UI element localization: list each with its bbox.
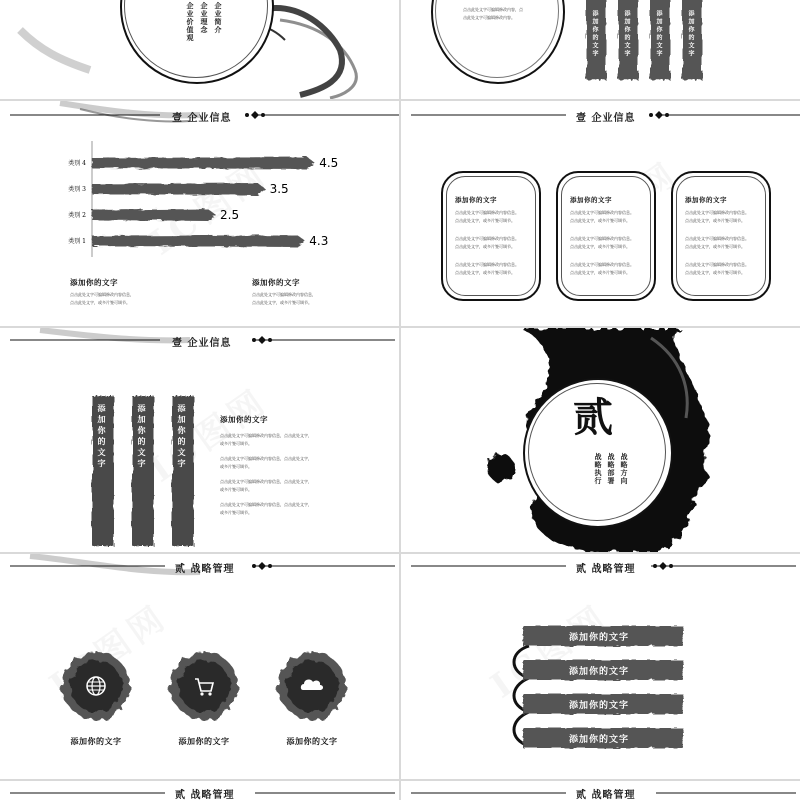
- info-card[interactable]: [556, 171, 656, 301]
- category-label: 类别 3: [68, 186, 86, 193]
- slide-title: 贰 战略管理: [576, 790, 636, 800]
- text-item: 点击此处文字可编辑修改内容信息，点击此处文字，: [220, 433, 312, 438]
- text-block: [220, 414, 390, 517]
- pillar-label: 添加你的文字: [655, 10, 662, 58]
- slide-title: 壹 企业信息: [172, 113, 232, 124]
- card-item: 点击此处文字可编辑修改内容信息。: [685, 210, 749, 215]
- card-title: 添加你的文字: [455, 196, 497, 204]
- card-item: 点击此处文字，或多片签可调节。: [570, 270, 630, 275]
- text-item: 点击此处文字可编辑修改内容信息，点击此处文字，: [220, 456, 312, 461]
- icon-badge[interactable]: [54, 644, 138, 728]
- card-item: 点击此处文字可编辑修改内容信息。: [455, 210, 519, 215]
- vertical-text-group: [185, 2, 224, 42]
- caption-title: 添加你的文字: [70, 278, 118, 287]
- slide-title: 贰 战略管理: [175, 564, 235, 575]
- info-card[interactable]: [441, 171, 541, 301]
- slide-5[interactable]: [0, 328, 399, 552]
- vertical-line: 企业简介: [214, 2, 223, 34]
- icon-badge[interactable]: [270, 644, 354, 728]
- card-item: 点击此处文字，或多片签可调节。: [570, 244, 630, 249]
- text-item: 或多片签可调节。: [220, 464, 252, 469]
- caption-right: [252, 277, 316, 307]
- bar-chart: [0, 141, 399, 276]
- slide-9[interactable]: [0, 781, 399, 800]
- info-card[interactable]: [671, 171, 771, 301]
- card-item: 点击此处文字可编辑修改内容信息。: [685, 236, 749, 241]
- icon-label: 添加你的文字: [178, 736, 230, 746]
- slide-7[interactable]: [0, 554, 399, 779]
- section-numeral: 贰: [573, 394, 613, 441]
- category-label: 类别 1: [68, 238, 86, 245]
- slide-10[interactable]: [401, 781, 800, 800]
- slide-title: 壹 企业信息: [576, 113, 636, 124]
- text-item: 点击此处文字可编辑修改内容信息，点击此处文字，: [220, 479, 312, 484]
- card-item: 点击此处文字可编辑修改内容信息。: [455, 262, 519, 267]
- body-text: [463, 6, 553, 22]
- pillar-label: 添加你的文字: [623, 10, 630, 58]
- slide-6[interactable]: [401, 328, 800, 552]
- banner-label: 添加你的文字: [569, 735, 630, 745]
- caption-line: 点击此处文字，或多片签可调节。: [252, 300, 312, 305]
- card-item: 点击此处文字，或多片签可调节。: [455, 218, 515, 223]
- vertical-line: 战略部署: [607, 453, 616, 485]
- caption-line: 点击此处文字可编辑修改内容信息，: [70, 292, 134, 297]
- card-item: 点击此处文字可编辑修改内容信息。: [455, 236, 519, 241]
- banner-label: 添加你的文字: [569, 633, 630, 643]
- card-item: 点击此处文字，或多片签可调节。: [685, 270, 745, 275]
- card-item: 点击此处文字，或多片签可调节。: [685, 218, 745, 223]
- body-line: 点击此处文字可编辑修改内容，点: [463, 7, 523, 12]
- slide-title: 壹 企业信息: [172, 338, 232, 349]
- card-title: 添加你的文字: [570, 196, 612, 204]
- caption-title: 添加你的文字: [252, 278, 300, 287]
- icon-label: 添加你的文字: [286, 736, 338, 746]
- banner-label: 添加你的文字: [569, 667, 630, 677]
- card-item: 点击此处文字可编辑修改内容信息。: [570, 210, 634, 215]
- text-item: 或多片签可调节。: [220, 441, 252, 446]
- icon-badge[interactable]: [162, 644, 246, 728]
- text-item: 点击此处文字可编辑修改内容信息，点击此处文字，: [220, 502, 312, 507]
- slide-1[interactable]: [0, 0, 399, 99]
- bar: [92, 209, 216, 221]
- text-items: [220, 432, 390, 517]
- caption-left: [70, 277, 134, 307]
- pillar-label: 添加你的文字: [177, 404, 187, 470]
- card-item: 点击此处文字，或多片签可调节。: [685, 244, 745, 249]
- data-label: 3.5: [269, 182, 289, 196]
- slide-title: 贰 战略管理: [576, 564, 636, 575]
- pillar-group: [586, 0, 786, 80]
- pillar-label: 添加你的文字: [137, 404, 147, 470]
- data-label: 4.5: [319, 156, 339, 170]
- slide-title: 贰 战略管理: [175, 790, 235, 800]
- pillar-label: 添加你的文字: [687, 10, 694, 58]
- text-title: 添加你的文字: [220, 415, 268, 424]
- watermark: [479, 590, 618, 708]
- slide-8[interactable]: [401, 554, 800, 779]
- card-item: 点击此处文字，或多片签可调节。: [570, 218, 630, 223]
- vertical-line: 企业价值观: [186, 2, 195, 42]
- pillar-label: 添加你的文字: [97, 404, 107, 470]
- caption-line: 点击此处文字，或多片签可调节。: [70, 300, 130, 305]
- card-item: 点击此处文字，或多片签可调节。: [455, 244, 515, 249]
- card-title: 添加你的文字: [685, 196, 727, 204]
- slide-3[interactable]: [0, 101, 399, 326]
- card-item: 点击此处文字可编辑修改内容信息。: [685, 262, 749, 267]
- card-item: 点击此处文字，或多片签可调节。: [455, 270, 515, 275]
- text-item: 或多片签可调节。: [220, 487, 252, 492]
- banner-label: 添加你的文字: [569, 701, 630, 711]
- slide-2[interactable]: [401, 0, 800, 99]
- card-item: 点击此处文字可编辑修改内容信息。: [570, 262, 634, 267]
- bar: [92, 183, 266, 195]
- caption-line: 点击此处文字可编辑修改内容信息，: [252, 292, 316, 297]
- category-label: 类别 4: [68, 160, 86, 167]
- vertical-text-group: [593, 453, 630, 485]
- body-line: 击此处文字可编辑修改内容。: [463, 15, 515, 20]
- icon-label: 添加你的文字: [70, 736, 122, 746]
- data-label: 2.5: [220, 208, 240, 222]
- slide-4[interactable]: [401, 101, 800, 326]
- category-label: 类别 2: [68, 212, 86, 219]
- vertical-line: 战略方向: [620, 453, 629, 485]
- vertical-line: 企业理念: [200, 2, 209, 34]
- pillar-label: 添加你的文字: [591, 10, 598, 58]
- bar: [92, 235, 305, 247]
- text-item: 或多片签可调节。: [220, 510, 252, 515]
- card-item: 点击此处文字可编辑修改内容信息。: [570, 236, 634, 241]
- vertical-line: 战略执行: [594, 453, 603, 485]
- data-label: 4.3: [309, 234, 329, 248]
- bar: [92, 157, 315, 169]
